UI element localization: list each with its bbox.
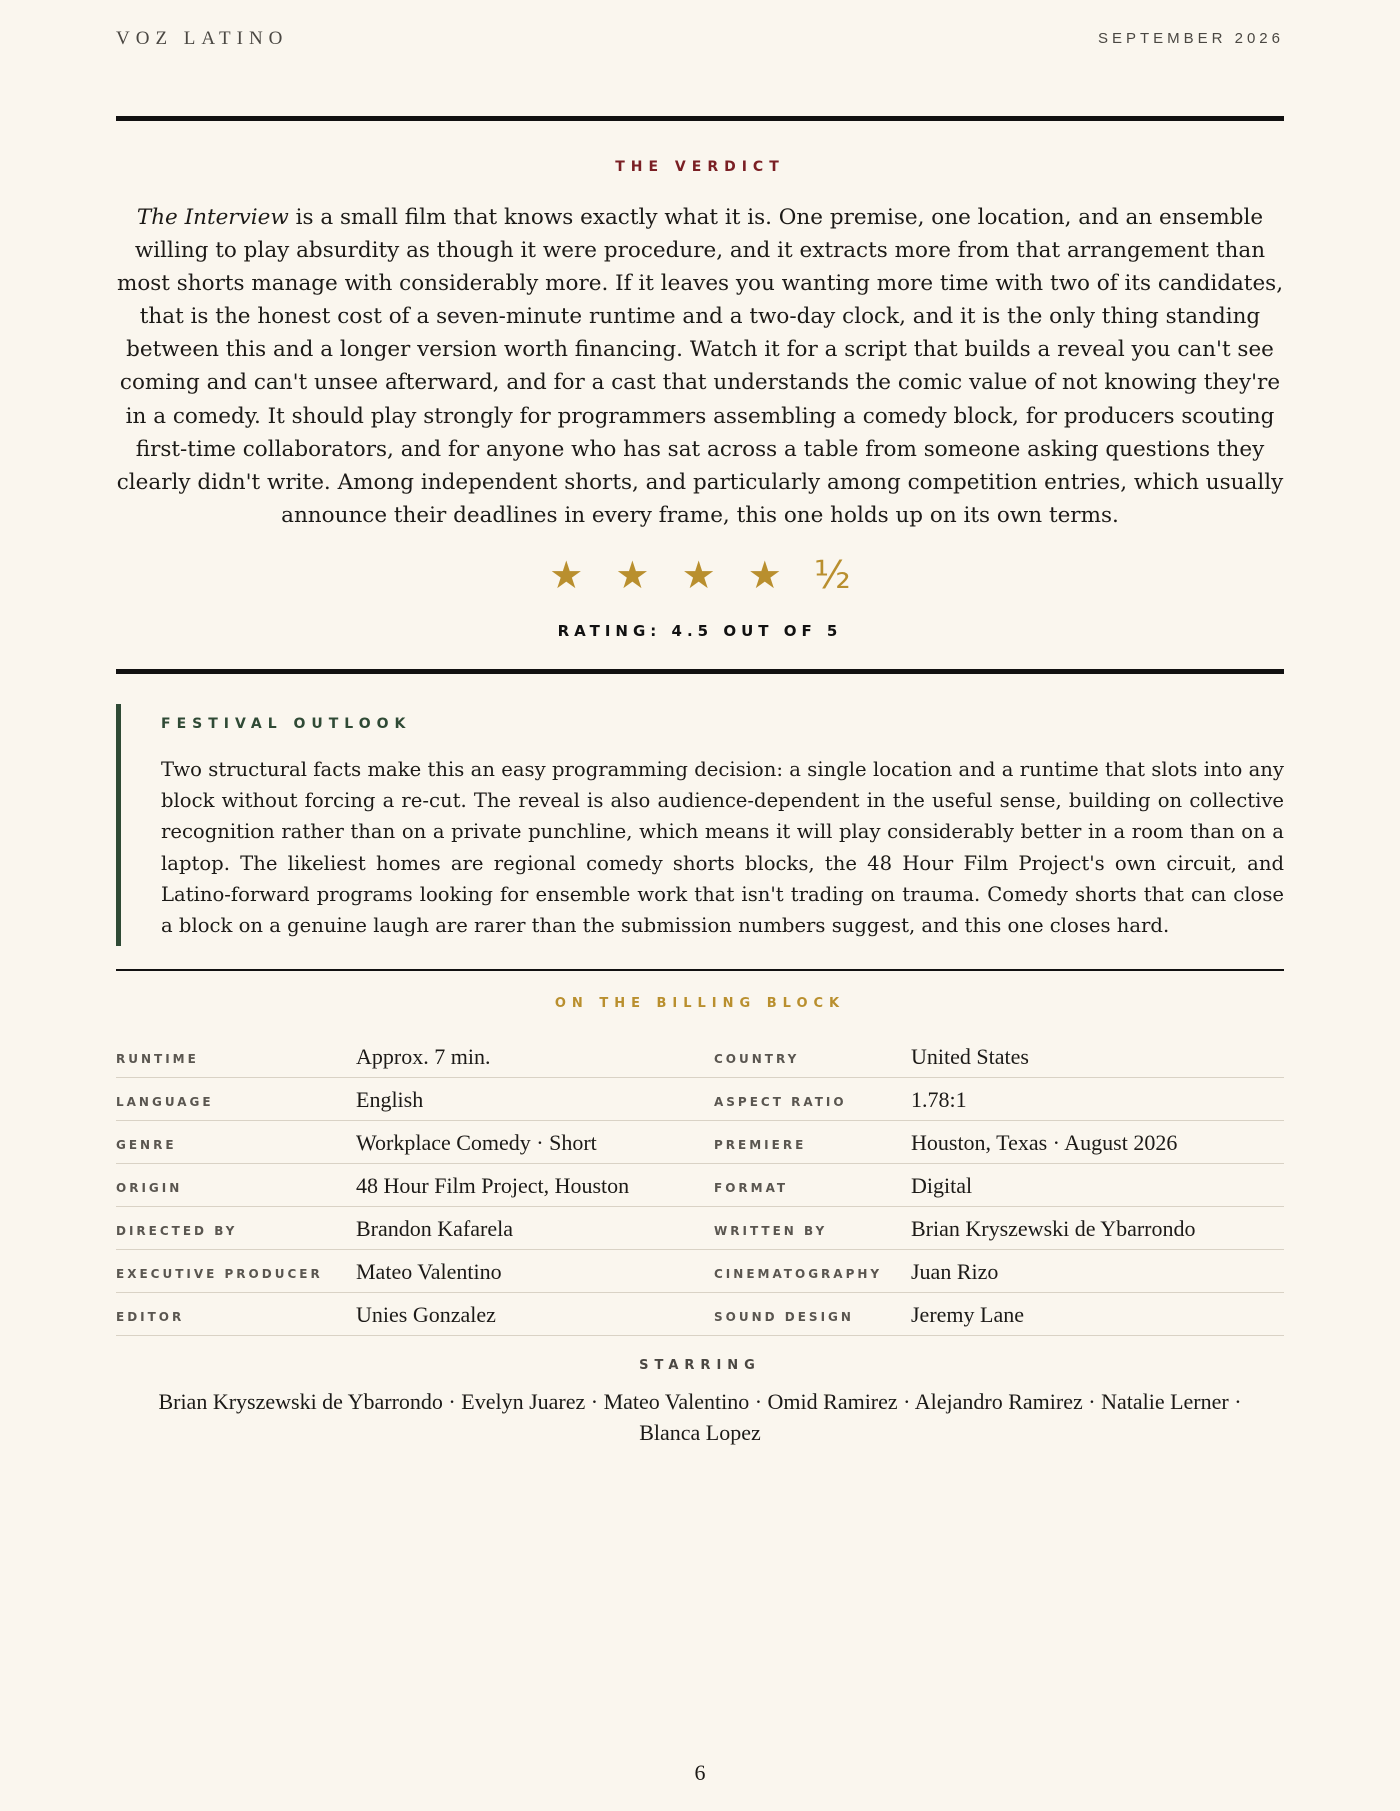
starring-line: Brian Kryszewski de Ybarrondo · Evelyn Juarez · Mateo Valentino · Omid Ramirez · Alejandro Ramirez · Natalie Lerner ·: [158, 1389, 1242, 1414]
billing-value: Juan Rizo: [911, 1259, 999, 1284]
outlook-bottom-rule: [116, 969, 1284, 971]
verdict-text: is a small film that knows exactly what it is. One premise, one location, and an ensemble willing to play absurdity as though it were procedure, and it extracts more from that arrangement than most shorts manage with considerably more. If it leaves you wanting more time with two of its candidates, that is the honest cost of a seven-minute runtime and a two-day clock, and it is the only thing standing between this and a longer version worth financing. Watch it for a script that builds a reveal you can't see coming and can't unsee afterward, and for a cast that understands the comic value of not knowing they're in a comedy. It should play strongly for programmers assembling a comedy block, for producers scouting first-time collaborators, and for anyone who has sat across a table from someone asking questions they clearly didn't write. Among independent shorts, and particularly among competition entries, which usually announce their deadlines in every frame, this one holds up on its own terms.: [116, 205, 1284, 528]
billing-label: PREMIERE: [714, 1138, 807, 1152]
billing-label: LANGUAGE: [116, 1095, 214, 1109]
billing-row: [116, 1207, 1284, 1250]
billing-value: Mateo Valentino: [356, 1259, 502, 1284]
festival-outlook: [116, 704, 1289, 946]
star-icon: ★: [615, 553, 650, 597]
billing-row: [116, 1121, 1284, 1164]
billing-value: United States: [911, 1044, 1029, 1069]
billing-value: Jeremy Lane: [911, 1302, 1024, 1327]
billing-label: ORIGIN: [116, 1181, 183, 1195]
verdict-body: [116, 201, 1284, 532]
billing-value: Digital: [911, 1173, 973, 1198]
star-icon: ★: [549, 553, 584, 597]
billing-label: FORMAT: [714, 1181, 789, 1195]
verdict-kicker: THE VERDICT: [615, 159, 785, 175]
starring-kicker: STARRING: [639, 1358, 761, 1373]
verdict-bottom-rule: [116, 669, 1284, 674]
billing-label: ASPECT RATIO: [714, 1095, 847, 1109]
star-icon: ★: [747, 553, 782, 597]
billing-value: English: [356, 1087, 424, 1112]
billing-value: 48 Hour Film Project, Houston: [356, 1173, 630, 1198]
issue-date: SEPTEMBER 2026: [1097, 30, 1284, 47]
billing-value: 1.78:1: [911, 1087, 967, 1112]
billing-row: [116, 1164, 1284, 1207]
film-title: The Interview: [136, 205, 289, 230]
half-star-icon: ½: [813, 553, 851, 597]
billing-row: [116, 1250, 1284, 1293]
billing-value: Brandon Kafarela: [356, 1216, 513, 1241]
star-icon: ★: [681, 553, 716, 597]
starring-line: Blanca Lopez: [639, 1420, 761, 1445]
starring-list: [116, 1386, 1284, 1448]
billing-value: Unies Gonzalez: [356, 1302, 496, 1327]
billing-label: EDITOR: [116, 1310, 185, 1324]
billing-value: Approx. 7 min.: [356, 1044, 491, 1069]
billing-label: WRITTEN BY: [714, 1224, 828, 1238]
page-number: 6: [694, 1760, 706, 1785]
billing-table: [116, 1035, 1284, 1336]
running-head: [116, 28, 1284, 52]
billing-label: SOUND DESIGN: [714, 1310, 854, 1324]
billing-value: Workplace Comedy · Short: [356, 1130, 597, 1155]
billing-value: Brian Kryszewski de Ybarrondo: [911, 1216, 1196, 1241]
billing-row: [116, 1035, 1284, 1078]
billing-label: RUNTIME: [116, 1052, 199, 1066]
billing-label: DIRECTED BY: [116, 1224, 238, 1238]
billing-value: Houston, Texas · August 2026: [911, 1130, 1178, 1155]
top-rule: [116, 116, 1284, 121]
billing-label: COUNTRY: [714, 1052, 800, 1066]
billing-row: [116, 1293, 1284, 1336]
masthead: VOZ LATINO: [116, 28, 289, 49]
billing-kicker: ON THE BILLING BLOCK: [554, 996, 846, 1011]
outlook-body: Two structural facts make this an easy programming decision: a single location and a runtime that slots into any block without forcing a re-cut. The reveal is also audience-dependent in the useful sense, building on collective recognition rather than on a private punchline, which means it will play considerably better in a room than on a laptop. The likeliest homes are regional comedy shorts blocks, the 48 Hour Film Project's own circuit, and Latino-forward programs looking for ensemble work that isn't trading on trauma. Comedy shorts that can close a block on a genuine laugh are rarer than the submission numbers suggest, and this one closes hard.: [161, 758, 1284, 938]
rating-label: RATING: 4.5 OUT OF 5: [557, 622, 843, 640]
star-rating: [116, 553, 1284, 597]
billing-label: CINEMATOGRAPHY: [714, 1267, 883, 1281]
billing-row: [116, 1078, 1284, 1121]
billing-label: EXECUTIVE PRODUCER: [116, 1267, 323, 1281]
billing-label: GENRE: [116, 1138, 177, 1152]
outlook-kicker: FESTIVAL OUTLOOK: [161, 716, 412, 732]
